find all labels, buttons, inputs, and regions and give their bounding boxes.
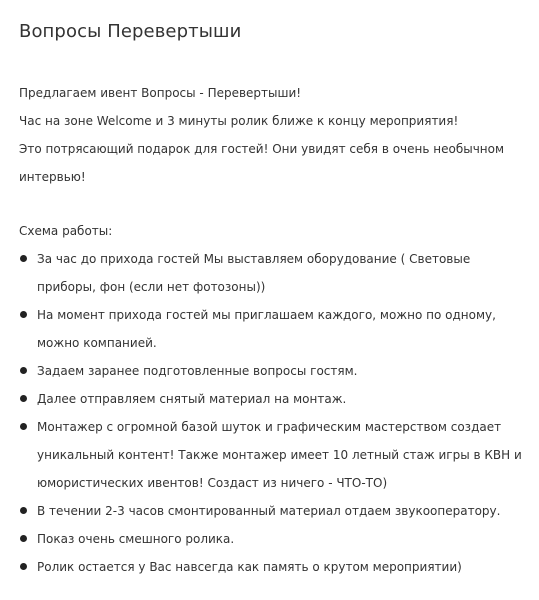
intro-line: Час на зоне Welcome и 3 минуты ролик ближе к концу мероприятия! [19,114,459,128]
list-item [19,525,524,553]
list-item [19,245,524,301]
intro-line: Предлагаем ивент Вопросы - Перевертыши! [19,86,302,100]
bullet-icon [20,395,27,402]
list-item-text: Задаем заранее подготовленные вопросы гостям. [37,364,358,378]
list-item-text: Монтажер с огромной базой шуток и графическим мастерством создает уникальный контент! Также монтажер имеет 10 летный стаж игры в КВН и юмористических ивентов! Создаст из ничего - ЧТО-ТО) [37,420,522,490]
list-item-text: Ролик остается у Вас навсегда как память о крутом мероприятии) [37,560,462,574]
page-title: Вопросы Перевертыши [19,21,242,42]
steps-list [19,245,524,581]
list-item-text: В течении 2-3 часов смонтированный материал отдаем звукооператору. [37,504,501,518]
bullet-icon [20,423,27,430]
list-item-text: Далее отправляем снятый материал на монтаж. [37,392,347,406]
bullet-icon [20,311,27,318]
scheme-heading: Схема работы: [19,224,113,238]
list-item-text: Показ очень смешного ролика. [37,532,235,546]
list-item [19,357,524,385]
bullet-icon [20,255,27,262]
intro-line: Это потрясающий подарок для гостей! Они увидят себя в очень необычном интервью! [19,142,505,184]
list-item-text: За час до прихода гостей Мы выставляем оборудование ( Световые приборы, фон (если нет фотозоны)) [37,252,471,294]
list-item [19,385,524,413]
list-item [19,413,524,497]
bullet-icon [20,535,27,542]
list-item [19,497,524,525]
bullet-icon [20,367,27,374]
list-item [19,301,524,357]
intro-text [19,79,529,191]
list-item-text: На момент прихода гостей мы приглашаем каждого, можно по одному, можно компанией. [37,308,496,350]
list-item [19,553,524,581]
bullet-icon [20,507,27,514]
bullet-icon [20,563,27,570]
